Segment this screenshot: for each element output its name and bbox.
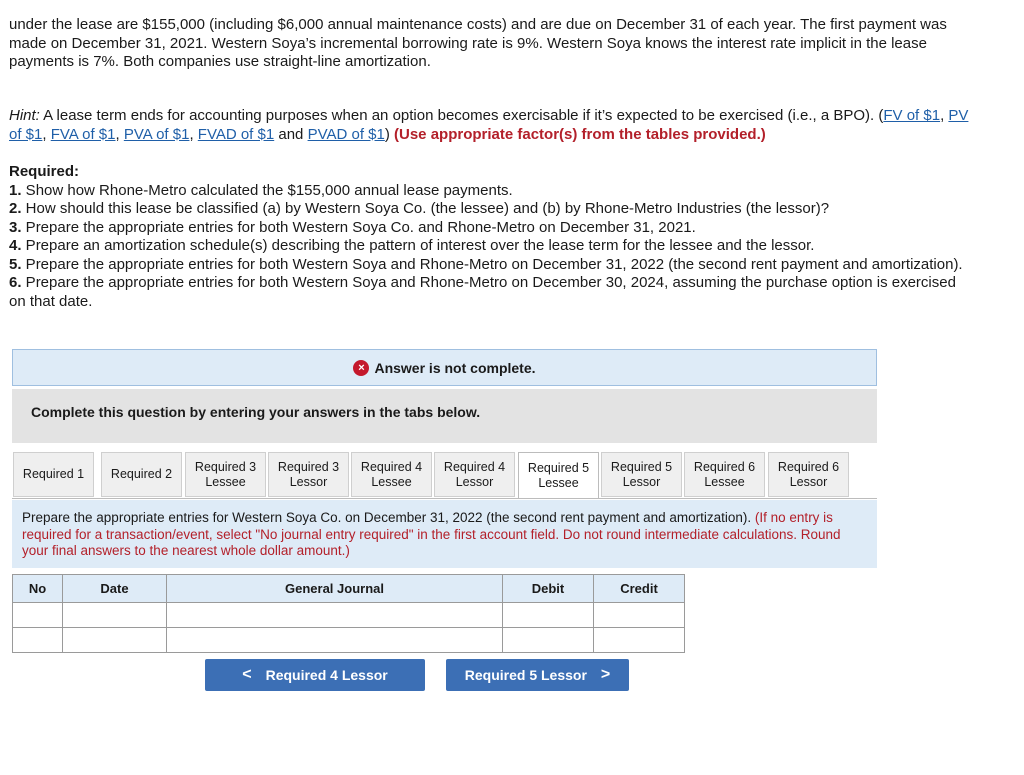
required-item — [9, 200, 969, 219]
next-tab-button[interactable] — [446, 659, 629, 691]
tab-label: Required 5 — [527, 460, 590, 475]
tab-required-6-lessor[interactable] — [768, 452, 849, 497]
tab-label: Required 5 — [610, 459, 673, 474]
col-no: No — [13, 575, 63, 603]
separator: and — [274, 125, 308, 143]
required-item-text: Prepare the appropriate entries for both Western Soya and Rhone-Metro on December 31, 2022 (the second rent payment and amortization). — [21, 255, 963, 273]
tab-required-3-lessee[interactable] — [185, 452, 266, 497]
required-item-text: Prepare the appropriate entries for both Western Soya and Rhone-Metro on December 30, 2024, assuming the purchase option is exercised on that date. — [9, 274, 956, 310]
tab-label: Required 3 — [194, 459, 257, 474]
tab-label: Required 1 — [22, 467, 85, 481]
required-item-text: How should this lease be classified (a) by Western Soya Co. (the lessee) and (b) by Rhone-Metro Industries (the lessor)? — [21, 200, 830, 217]
cell-no — [13, 603, 63, 628]
separator: , — [42, 125, 51, 143]
error-icon: × — [353, 360, 369, 376]
tab-sublabel: Lessor — [789, 474, 828, 489]
link-pvad[interactable]: PVAD of $1 — [307, 125, 385, 143]
required-item — [9, 256, 969, 275]
col-general-journal: General Journal — [167, 575, 503, 603]
journal-row — [13, 628, 685, 653]
tab-sublabel: Lessor — [455, 474, 494, 489]
required-item-number: 3. — [9, 218, 22, 236]
required-item-text: Prepare the appropriate entries for both Western Soya Co. and Rhone-Metro on December 31, 2021. — [21, 218, 696, 236]
col-debit: Debit — [503, 575, 594, 603]
required-item-number: 4. — [9, 237, 22, 254]
tab-sublabel: Lessor — [289, 474, 328, 489]
link-fva[interactable]: FVA of $1 — [50, 125, 116, 143]
required-item-number: 2. — [9, 200, 22, 217]
separator: , — [189, 125, 198, 143]
tab-sublabel: Lessor — [622, 474, 661, 489]
col-credit: Credit — [594, 575, 685, 603]
hint-text: A lease term ends for accounting purposes when an option becomes exercisable if it’s expected to be exercised (i.e., a BPO). ( — [39, 107, 884, 124]
required-item-number: 6. — [9, 274, 22, 291]
tab-sublabel: Lessee — [704, 474, 745, 489]
required-title: Required: — [9, 163, 80, 180]
required-item — [9, 219, 969, 238]
status-text: Answer is not complete. — [374, 359, 536, 376]
tab-label: Required 2 — [110, 467, 173, 481]
tab-sublabel: Lessee — [538, 475, 579, 490]
tab-required-5-lessor[interactable] — [601, 452, 682, 497]
separator: ) — [384, 125, 390, 143]
link-pv[interactable]: PV of $1 — [9, 107, 969, 143]
separator: , — [940, 107, 949, 124]
tab-label: Required 6 — [693, 459, 756, 474]
tab-required-1[interactable] — [13, 452, 94, 497]
required-item — [9, 274, 969, 311]
hint-paragraph — [9, 107, 969, 144]
tab-label: Required 4 — [360, 459, 423, 474]
instruction-note: (If no entry is required for a transaction/event, select "No journal entry required" in the first account field. Do not round intermediate calculations. Round your final answers to the nearest whole dollar amount.) — [22, 510, 841, 558]
required-item-text: Show how Rhone-Metro calculated the $155,000 annual lease payments. — [21, 181, 513, 199]
prev-tab-button[interactable] — [205, 659, 425, 691]
cell-date[interactable] — [63, 603, 167, 628]
problem-intro: under the lease are $155,000 (including $6,000 annual maintenance costs) and are due on December 31 of each year. The first payment was made on December 31, 2021. Western Soya’s incremental borrowing rate is 9%. Western Soya knows the interest rate implicit in the lease payments is 7%. Both companies use straight-line amortization. — [9, 16, 947, 70]
cell-date[interactable] — [63, 628, 167, 653]
required-item — [9, 182, 969, 201]
required-item-text: Prepare an amortization schedule(s) describing the pattern of interest over the lease term for the lessee and the lessor. — [21, 237, 815, 254]
required-item — [9, 237, 969, 256]
separator: , — [115, 125, 124, 143]
cell-account[interactable] — [167, 628, 503, 653]
required-list — [9, 163, 969, 311]
cell-no — [13, 628, 63, 653]
chevron-left-icon: < — [242, 666, 252, 683]
instructions-header: Complete this question by entering your answers in the tabs below. — [12, 389, 877, 443]
hint-note: (Use appropriate factor(s) from the tables provided.) — [389, 125, 766, 143]
tab-required-4-lessor[interactable] — [434, 452, 515, 497]
chevron-right-icon: > — [600, 666, 611, 683]
status-banner — [12, 349, 877, 386]
instruction-text: Prepare the appropriate entries for Western Soya Co. on December 31, 2022 (the second rent payment and amortization). — [22, 510, 755, 525]
tab-sublabel: Lessee — [205, 474, 246, 489]
cell-account[interactable] — [167, 603, 503, 628]
hint-label: Hint: — [9, 107, 40, 124]
tab-sublabel: Lessee — [371, 474, 412, 489]
link-pva[interactable]: PVA of $1 — [123, 125, 190, 143]
tab-required-5-lessee[interactable] — [518, 452, 599, 499]
tab-required-4-lessee[interactable] — [351, 452, 432, 497]
tab-divider — [12, 498, 877, 499]
tab-label: Required 6 — [777, 459, 840, 474]
tab-label: Required 3 — [277, 459, 340, 474]
cell-credit[interactable] — [594, 603, 685, 628]
required-item-number: 1. — [9, 181, 22, 199]
tab-instructions — [12, 500, 877, 568]
link-fv[interactable]: FV of $1 — [883, 107, 941, 124]
tab-required-3-lessor[interactable] — [268, 452, 349, 497]
cell-debit[interactable] — [503, 628, 594, 653]
cell-credit[interactable] — [594, 628, 685, 653]
journal-table — [12, 574, 685, 653]
link-fvad[interactable]: FVAD of $1 — [197, 125, 275, 143]
tab-required-6-lessee[interactable] — [684, 452, 765, 497]
tab-required-2[interactable] — [101, 452, 182, 497]
next-tab-label: Required 5 Lessor — [464, 667, 587, 683]
col-date: Date — [63, 575, 167, 603]
cell-debit[interactable] — [503, 603, 594, 628]
tab-label: Required 4 — [443, 459, 506, 474]
prev-tab-label: Required 4 Lessor — [265, 667, 388, 683]
required-item-number: 5. — [9, 255, 22, 273]
journal-row — [13, 603, 685, 628]
journal-header-row — [13, 575, 685, 603]
